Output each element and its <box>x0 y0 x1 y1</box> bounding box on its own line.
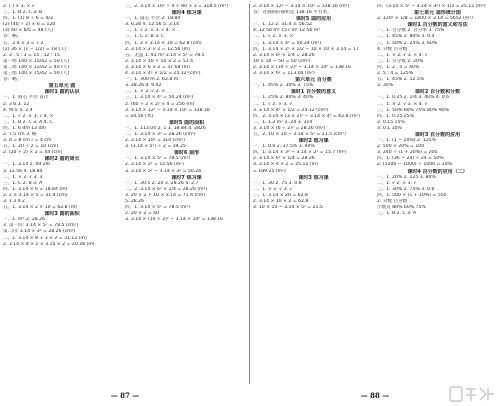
answer-line: 2. 120² × 1/8 = 1800 × 3.14 = 5652 (m²) <box>377 16 473 22</box>
answer-line: 一、1. πr² 2. 28.26 <box>3 217 45 223</box>
answer-line: 3. 240 ÷ (1 + 20%) = 200 <box>377 150 438 156</box>
answer-line: 第一组 140 × 15/42 = 50 (人) <box>3 58 70 64</box>
answer-line: 五、1. 3.14 × 2 × 10 = 62.8 (m) <box>3 205 78 211</box>
answer-line: 3. 3.14 × 4² × 1/2 = 25.12 (cm²) <box>253 107 329 113</box>
answer-line: 课时6 扇形 <box>173 150 200 157</box>
answer-line: 2. 3.14 × 12² − 3.14 × 10² = 138.16 (m²) <box>253 4 350 9</box>
answer-line: 10 × 10 − 50 = 50 (cm²) <box>253 58 311 64</box>
answer-column-4 <box>377 4 498 384</box>
answer-column-1 <box>3 4 121 384</box>
answer-line: 2. 3 : 5 : 3 = 15 : 12 : 15 <box>3 52 60 58</box>
answer-line: 4. 3.14 × 4² × 1/2 = 25.12 (cm²) <box>125 71 201 77</box>
answer-line: 二、1. √ 2. × 3. × <box>253 34 294 40</box>
answer-line: 四、1. (1) 8 ÷ 6 = 4/3 <box>3 16 53 22</box>
answer-line: 五、1. 20 ÷ 2 = 10 (cm) <box>3 144 59 150</box>
answer-line: 2. 3.14 × 6² × 1/4 = 28.26 <box>253 52 315 58</box>
answer-line: 2. 3 6 3. 12 <box>3 101 30 107</box>
answer-line: 五、2.4 × 3 = 7.2 <box>3 40 44 46</box>
answer-line: 四、1. 500 × (1 + 10%) = 550 <box>377 192 447 198</box>
answer-line: 四、2. 3.14 × (3 × 2)² − 3.14 × 4² = 62.8 (m²) <box>253 113 360 119</box>
answer-line: 3. 3.14 × (6 ÷ 2)² = 28.26 (m²) <box>253 125 326 131</box>
answer-line: 一、1. 20% 2. 125 3. 80% <box>377 174 436 180</box>
answer-line: 课时4 百分数的应用（二） <box>407 168 468 175</box>
answer-line: 三、1. 3.14 × 4² = 50.24 (m²) <box>125 95 194 101</box>
answer-line: 一、1. 30 2. 75 3. 0.8 <box>253 180 302 186</box>
answer-line: 一、1. 30.5 2. 20 3. 28.26 4. 2.7 <box>125 180 199 186</box>
page-number-right: — 88 — <box>360 391 390 400</box>
answer-line: 2. 7.5 cm 3. 略 <box>3 131 37 137</box>
answer-line: 四、1. 0.25 25% <box>377 113 414 119</box>
answer-line: 3. 6.28 4. 12.56 5. 3.14 <box>125 22 180 28</box>
answer-line: 二、2. 3.14 × 6² × 1/4 = 28.26 (m²) <box>125 186 208 192</box>
answer-line: 课时4 练习课 <box>171 10 202 17</box>
answer-line: 三、1. 50% 60% 75% 80% 90% <box>377 107 449 113</box>
answer-line: 2. (1200 − 1000) ÷ 1000 = 20% <box>377 162 453 168</box>
answer-line: 二、1. √ 2. × 3. √ <box>377 180 417 186</box>
answer-line: 一、1. 0.6 2. 37.5% 3. 40% <box>253 144 315 150</box>
answer-line: 二、1. √ 2. × 3. √ <box>253 101 293 107</box>
answer-line: 第二问: 3.14 × 3² = 28.26 (cm²) <box>3 229 76 235</box>
answer-line: 一、1. 113.04 2. 1 3. 18.84 4. 2826 <box>125 125 206 131</box>
answer-line: 课时3 百分数的应用 <box>414 131 461 138</box>
answer-line: 四、1. 6 dm 12 dm <box>3 125 46 131</box>
answer-line: 2. (60 + 2 × 2) × 4 = 256 (m) <box>125 101 195 107</box>
answer-line: 四、1. 3.14 × 3² − 3.14 × 2² = 15.7 (m²) <box>253 150 347 156</box>
answer-line: 二、1. × 2. √ 3. × <box>3 174 44 180</box>
answer-line: 课时3 圆的面积 <box>44 211 80 218</box>
answer-line: 3. 3.14 × 6² = 113.04 (m²) <box>253 71 315 77</box>
answer-line: 3. 0.1 10% <box>377 125 402 131</box>
answer-line: (2) (40 ÷ 2) × 6 = 120 <box>3 22 56 28</box>
answer-line: 一、1. 扇心 半径 2. 18.84 <box>125 16 181 22</box>
answer-line: 三、1. C 2. B 3. C <box>125 34 165 40</box>
answer-line: 课时1 百分数的意义和写法 <box>407 22 468 29</box>
answer-line: 一、1. 3.14 × 5² = 78.5 (m²) <box>125 156 191 162</box>
answer-line: 一、1. 0.25 2. 1/4 3. 40% 4. 0.6 <box>377 95 450 101</box>
answer-line: 课时2 圆的周长 <box>44 156 80 163</box>
answer-line: 三、1. B 2. C 3. B <box>3 10 43 16</box>
answer-line: 一、1. 45% 2. 30% 3. 75% <box>253 83 314 89</box>
answer-line: 三、1. C 2. B 3. A <box>3 180 43 186</box>
answer-line: 一、1. (1 − 20%) 2. 125% <box>377 138 436 144</box>
answer-line: 课时5 圆的面积 <box>168 119 205 126</box>
answer-line: 3. 3.14 × 6 × 2 = 37.68 (m) <box>125 64 190 70</box>
answer-line: 课时2 练习课 <box>298 138 329 145</box>
answer-line: 2. 20 × 2 = 40 <box>125 211 159 217</box>
answer-line: 五、2. 10 × 10 − 3.14 × 5² = 21.5 (cm²) <box>253 131 346 137</box>
answer-line: = 34.56 (米) <box>125 113 154 119</box>
answer-line: 3. 28.26 4. 9.42 <box>125 83 162 89</box>
answer-line: 四、1. 3.14 × 5² = 78.5 (m²) <box>125 205 191 211</box>
answer-line: 二、1. √ 2. × 3. √ 4. × <box>125 28 176 34</box>
answer-line: 二、1. 3.14 × 3² = 28.26 (cm²) <box>125 131 196 137</box>
answer-line: 答：略。 <box>3 77 22 83</box>
answer-line: 二、1. 45% 2. 80% 3. 0.4 <box>377 34 435 40</box>
answer-line: 三、1. 50% 2. 25% 3. 60% <box>377 40 438 46</box>
answer-line: 三、1. 百分数 2. 20% <box>377 58 424 64</box>
answer-line: 3. (3.14 × 5²) ÷ 2 = 39.25 <box>125 144 186 150</box>
answer-line: 课时3 练习课 <box>298 174 329 181</box>
answer-line: = 189.25 (m²) <box>253 168 286 174</box>
answer-line: 一、1. 25% 2. 80% 3. 40% <box>253 95 314 101</box>
answer-line: 二、1. × 2. √ 3. × <box>125 89 166 95</box>
answer-line: 二、1. × 2. √ 3. √ <box>253 186 293 192</box>
answer-line: 四、1. (36 − 24) ÷ 24 = 50% <box>377 156 444 162</box>
answer-line: 3. 20 × 2 + 10 × 3.14 = 71.4 (cm) <box>125 192 206 198</box>
answer-line: 3. 10 × 10 − 3.14 × 5² = 21.5 <box>253 205 323 211</box>
answer-line: 2. 3.14 × 6² × 1/4 = 28.26 <box>253 156 315 162</box>
answer-line: 答：略。 <box>3 34 22 40</box>
answer-line: 第二组 140 × 12/42 = 40 (人) <box>3 64 70 70</box>
answer-line: 4. 相等 5. 2 4 <box>3 107 33 113</box>
answer-line: 2. 3.14 × (10 + 2)² − 3.14 × 10² = 138.16 <box>253 64 352 70</box>
answer-line: 五、无盖 1. 43 m² 3.14 × 5² = 78.5 <box>125 52 205 58</box>
answer-line: 一、1. 300 m 2. 62.8 m <box>125 77 179 83</box>
answer-line: 二、1. 1.2 m² 2. 24 3. 314 <box>253 119 313 125</box>
answer-line: 二、1. √ 2. × 3. √ 4. × <box>3 113 54 119</box>
answer-line: 第七单元 扇形统计图 <box>414 10 461 17</box>
answer-line: 四、1. 3.14 × 6 = 18.84 (m) <box>3 186 68 192</box>
answer-line: 3. 3.14 × 4 × 2 = 25.12 (m) <box>253 162 318 168</box>
page-number-left: — 87 — <box>110 391 140 400</box>
answer-line: 3. 3.14 × 12² − 3.14 × 10² = 138.16 <box>125 107 210 113</box>
answer-column-2 <box>125 4 248 384</box>
answer-line: 3. 1 3 4 2 <box>3 199 25 204</box>
right-page <box>250 0 500 406</box>
answer-line: 小数点 80% 60% 75% <box>377 205 426 211</box>
answer-line: (3) 40 × 6/5 = 48 (人) <box>3 28 54 34</box>
answer-line: 4. 12.56 m² 157 m² 12.56 m² <box>253 28 321 34</box>
answer-line: 三、1. 3.14 × 20 = 62.8 <box>253 192 308 198</box>
answer-line: 课时1 百分数的意义 <box>290 89 337 96</box>
answer-line: 四、1. 3.14 × 2² × 1/2 − 10 × 10 × 3.14 = 17 <box>253 46 359 52</box>
answer-line: 三、2. 3.14 × 10² ÷ 4 + 80 × 3 = 318.5 (m²) <box>125 4 228 9</box>
answer-line: 3. 3.14 × (10 + 2)² − 3.14 × 10² = 138.16 <box>125 217 224 223</box>
answer-column-3 <box>253 4 374 384</box>
answer-line: 2. 2 × 3.14 × 5 = 31.4 (cm) <box>3 192 68 198</box>
answer-line: 答：这条路的面积是 138.16 平方米。 <box>253 10 332 16</box>
answer-line: 二、1. × 2. √ 3. × 4. √ <box>377 52 428 58</box>
answer-line: 三、1. 30% 2. 75% 3. 0.6 <box>377 186 435 192</box>
watermark-logo-icon <box>448 384 496 404</box>
answer-line: 2. 5 : 4 = 125% <box>377 71 414 77</box>
answer-line: 3. 3.14 × 5² − 3.14 × 3² = 50.24 <box>125 168 202 174</box>
answer-line: 四、(3.14 × 5² − 3.14 × 3²) × 1/2 = 25.12 (m²) <box>377 4 486 9</box>
answer-line: 四、1. 2 × 3.14 × 10 = 62.8 (cm) <box>125 40 202 46</box>
answer-line: 2. 3.14 × 2 × 2 = 12.56 (m) <box>125 46 190 52</box>
answer-line: 五、1. 45% 2. 12.5% <box>377 77 425 83</box>
answer-line: 第五单元 圆 <box>48 83 76 90</box>
answer-line: 2. 3.14 × 10² = 314 (cm²) <box>125 138 185 144</box>
answer-line: 课时5 圆的应用 <box>295 16 332 23</box>
answer-line: 2. 3.14 × 2² = 12.56 (m²) <box>125 162 184 168</box>
answer-line: 四、1. 2 : 5 = 40% <box>377 64 420 70</box>
answer-line: 2. 3.14 × 10 + 10 × 2 = 51.4 <box>125 58 193 64</box>
answer-line: 2. ( ) × 3. × √ <box>3 4 35 9</box>
answer-line: 2. 3.14 × 10 × 2 = 62.8 <box>253 199 309 204</box>
answer-line: 三、1. 3.14 × 4² = 50.24 (m²) <box>253 40 322 46</box>
answer-line: 3. 30% <box>377 83 394 89</box>
answer-line: 3. 第一问: 3.14 × 5² = 78.5 (cm²) <box>3 223 79 229</box>
answer-line: 一、1. 圆心 半径 直径 <box>3 95 49 101</box>
answer-line: 4. 分数 百分数 <box>377 46 408 52</box>
answer-line: 课时1 圆的认识 <box>44 89 80 96</box>
answer-line: 二、1. × 2. √ 3. × 4. √ <box>377 101 428 107</box>
answer-line: (2) 36 × (1 − 1/2) = 18 (人) <box>3 46 67 52</box>
answer-line: 三、1. B 2. C 3. A <box>377 211 417 217</box>
answer-line: 三、1. B 2. C 3. A 4. C <box>3 119 53 125</box>
answer-line: 第六单元 百分数 <box>295 77 332 84</box>
answer-line: 课时7 练习课 <box>171 174 202 181</box>
answer-line: 2. 3.14 × 4 × 2 × 3.14 × 2 = 20.28 (m) <box>3 241 95 247</box>
answer-line: 一、1. 12 2. 31.4 3. 56.52 <box>253 22 312 28</box>
answer-line: 5. 28.26 <box>125 199 144 204</box>
answer-line: 3. 12.56 4. 18.84 <box>3 168 43 174</box>
answer-line: 2. 分数 百分数 <box>377 199 408 204</box>
answer-line: 2. 0.15 15% <box>377 119 405 125</box>
answer-line: 2. (20 + 2) × 2 = 44 (cm) <box>3 150 63 156</box>
answer-line: 二、1. 3.14 × 8 + 3 × 2 = 31.12 (m) <box>3 235 87 241</box>
answer-line: 一、1. 3.14 2. πd 2πr <box>3 162 51 168</box>
answer-line: 课时2 百分数和分数 <box>414 89 461 96</box>
answer-line: 一、1. 百分数 2. 百分率 3. 75% <box>377 28 445 34</box>
answer-line: 第三组 140 × 15/42 = 50 (人) <box>3 71 70 77</box>
answer-line: 3. d = 8 cm r = 4 cm <box>3 138 52 144</box>
answer-line: 2. 500 × 20% = 100 <box>377 144 425 150</box>
